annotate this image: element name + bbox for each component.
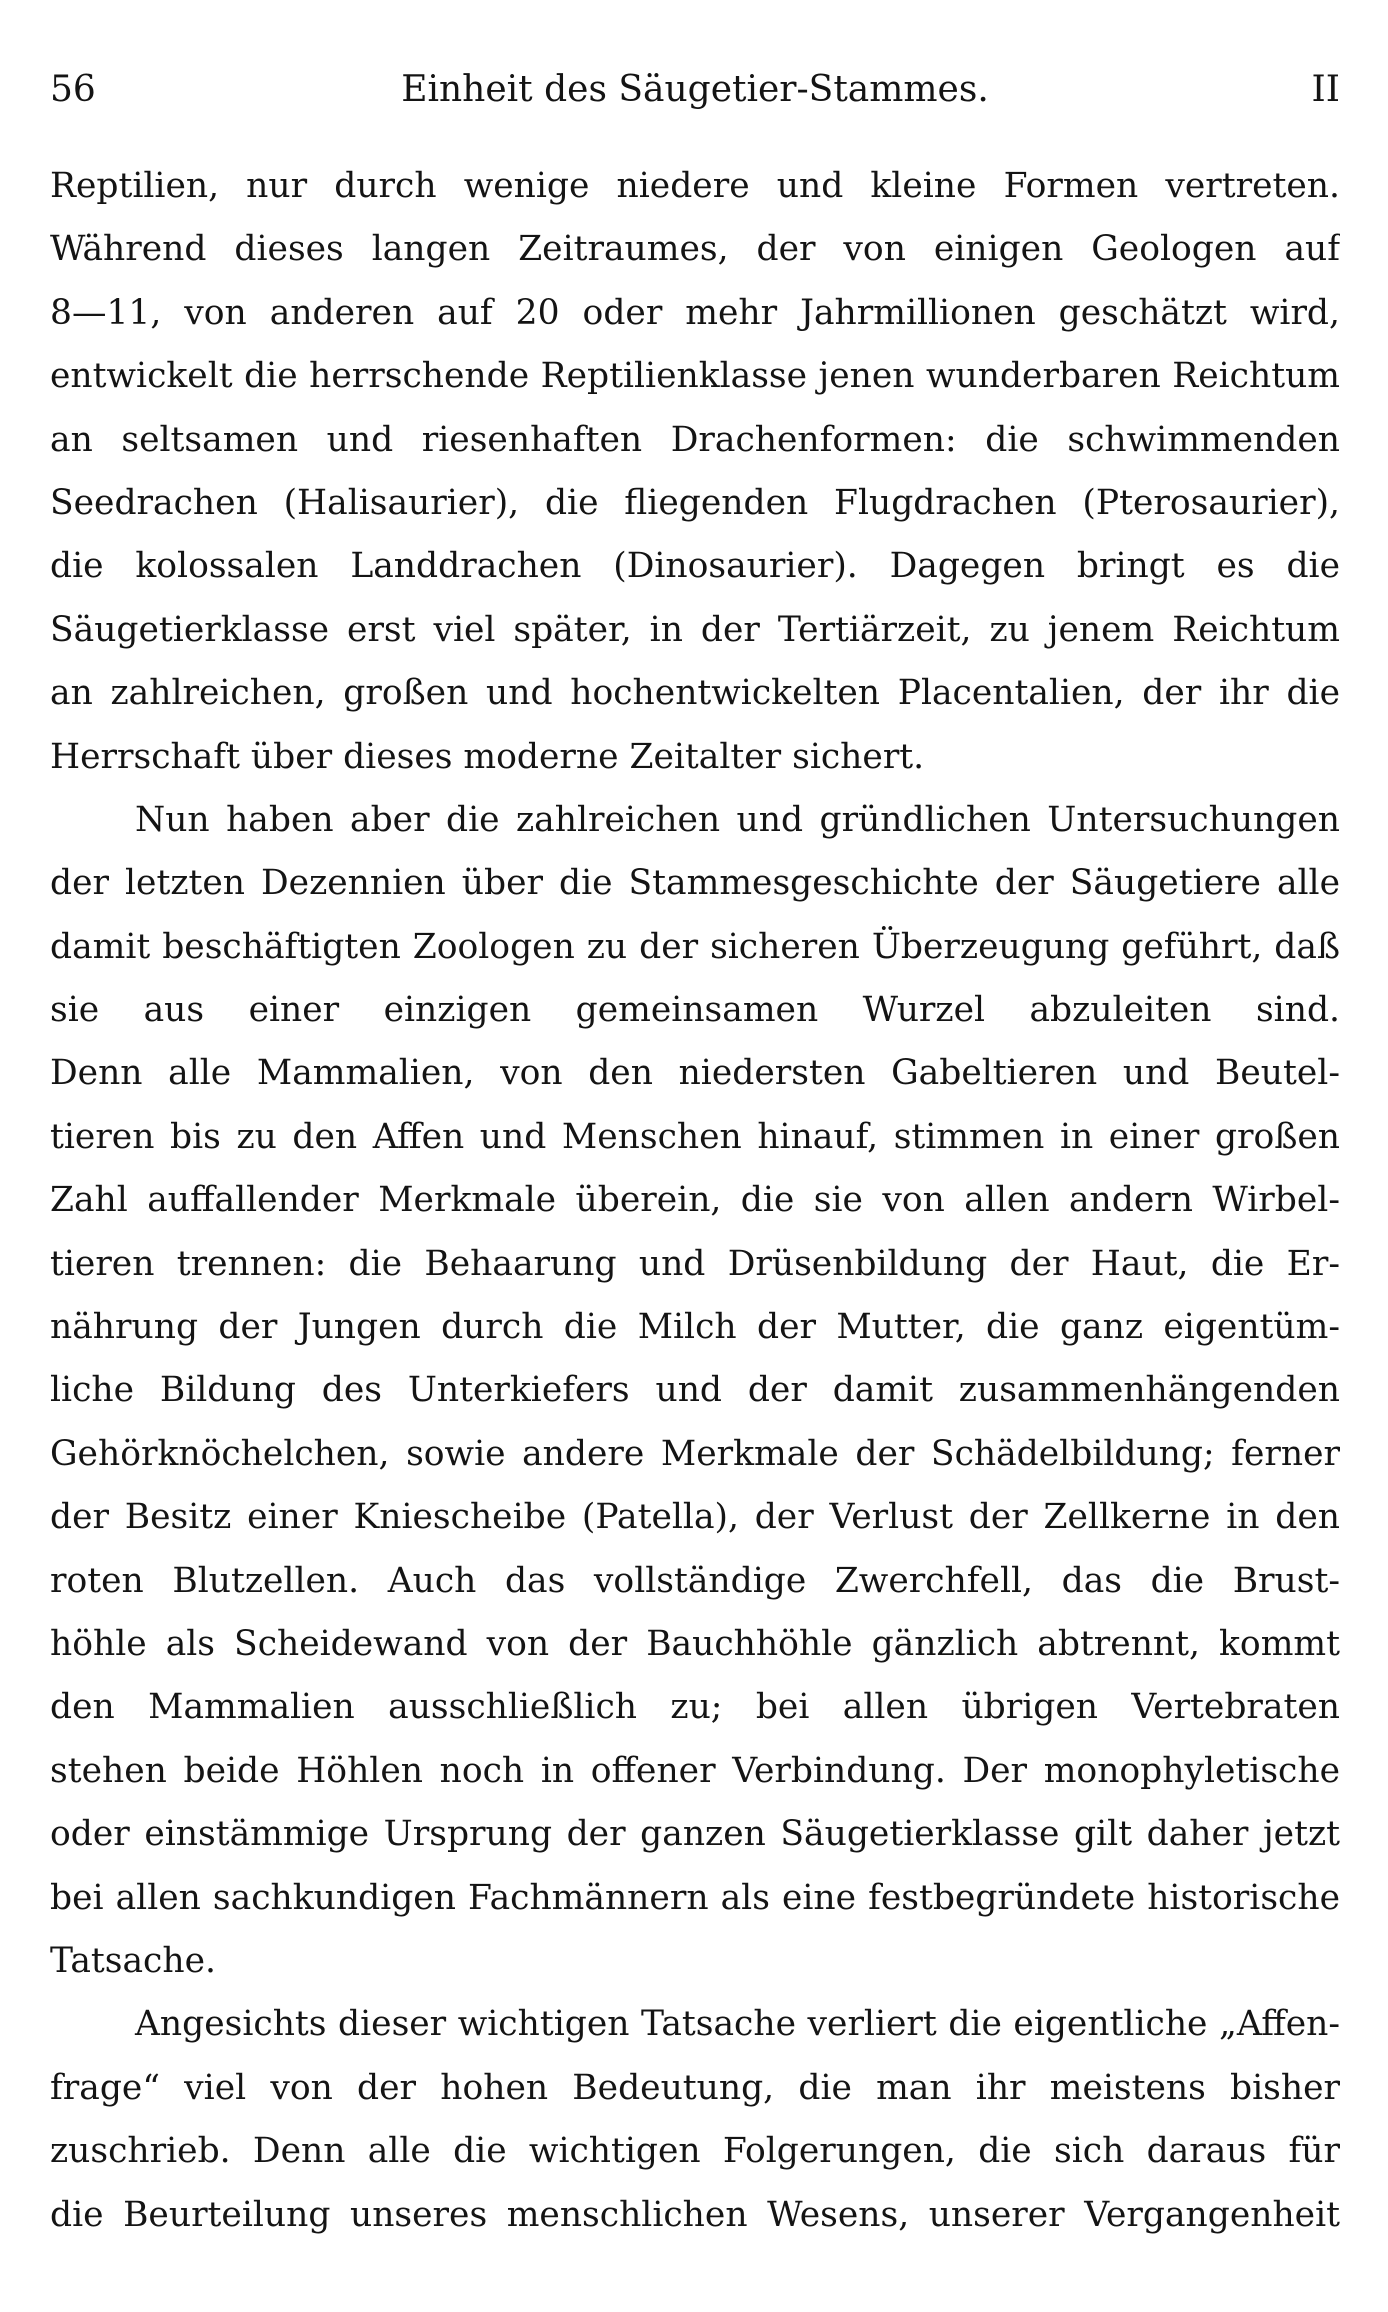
text-line: zuschrieb. Denn alle die wichtigen Folgerungen, die sich daraus für [50,2131,1340,2172]
text-line: 8—11, von anderen auf 20 oder mehr Jahrmillionen geschätzt wird, [50,292,1340,333]
text-line: die kolossalen Landdrachen (Dinosaurier). Dagegen bringt es die [50,546,1340,587]
book-page [50,60,1340,2290]
text-line: der Besitz einer Kniescheibe (Patella), der Verlust der Zellkerne in den [50,1497,1340,1538]
text-line: Denn alle Mammalien, von den niedersten Gabeltieren und Beutel- [50,1053,1340,1094]
page-body [50,155,1340,2247]
text-line: an zahlreichen, großen und hochentwickelten Placentalien, der ihr die [50,673,1340,714]
text-line: an seltsamen und riesenhaften Drachenformen: die schwimmenden [50,419,1340,460]
text-line: den Mammalien ausschließlich zu; bei allen übrigen Vertebraten [50,1687,1340,1728]
text-line: tieren trennen: die Behaarung und Drüsenbildung der Haut, die Er- [50,1243,1340,1284]
text-line: sie aus einer einzigen gemeinsamen Wurzel abzuleiten sind. [50,990,1340,1031]
paragraph [50,789,1340,1993]
paragraph [50,155,1340,789]
text-line: stehen beide Höhlen noch in offener Verbindung. Der monophyletische [50,1750,1340,1791]
text-line: Säugetierklasse erst viel später, in der Tertiärzeit, zu jenem Reichtum [50,609,1340,650]
text-line: Tatsache. [50,1940,216,1981]
running-title: Einheit des Säugetier-Stammes. [401,69,989,110]
text-line: der letzten Dezennien über die Stammesgeschichte der Säugetiere alle [50,863,1340,904]
text-line: damit beschäftigten Zoologen zu der sicheren Überzeugung geführt, daß [50,926,1340,967]
text-line: Während dieses langen Zeitraumes, der von einigen Geologen auf [50,229,1340,270]
page-number: 56 [50,69,96,110]
text-line: bei allen sachkundigen Fachmännern als eine festbegründete historische [50,1877,1340,1918]
text-line: tieren bis zu den Affen und Menschen hinauf, stimmen in einer großen [50,1116,1340,1157]
text-line: Nun haben aber die zahlreichen und gründlichen Untersuchungen [135,799,1340,840]
text-line: Seedrachen (Halisaurier), die fliegenden Flugdrachen (Pterosaurier), [50,482,1340,523]
text-line: die Beurteilung unseres menschlichen Wesens, unserer Vergangenheit [50,2194,1340,2235]
text-line: roten Blutzellen. Auch das vollständige Zwerchfell, das die Brust- [50,1560,1340,1601]
page-header [50,60,1340,120]
text-line: Herrschaft über dieses moderne Zeitalter sichert. [50,736,925,777]
text-line: Gehörknöchelchen, sowie andere Merkmale der Schädelbildung; ferner [50,1433,1340,1474]
text-line: frage“ viel von der hohen Bedeutung, die man ihr meistens bisher [50,2067,1340,2108]
text-line: nährung der Jungen durch die Milch der Mutter, die ganz eigentüm- [50,1307,1340,1348]
text-line: Angesichts dieser wichtigen Tatsache verliert die eigentliche „Affen- [135,2004,1340,2045]
text-line: Zahl auffallender Merkmale überein, die sie von allen andern Wirbel- [50,1180,1340,1221]
text-line: liche Bildung des Unterkiefers und der damit zusammenhängenden [50,1370,1340,1411]
text-line: höhle als Scheidewand von der Bauchhöhle gänzlich abtrennt, kommt [50,1623,1340,1664]
text-line: Reptilien, nur durch wenige niedere und kleine Formen vertreten. [50,166,1340,206]
text-line: entwickelt die herrschende Reptilienklasse jenen wunderbaren Reichtum [50,356,1340,397]
section-number: II [1311,69,1340,110]
text-line: oder einstämmige Ursprung der ganzen Säugetierklasse gilt daher jetzt [50,1814,1340,1855]
paragraph [50,1993,1340,2247]
